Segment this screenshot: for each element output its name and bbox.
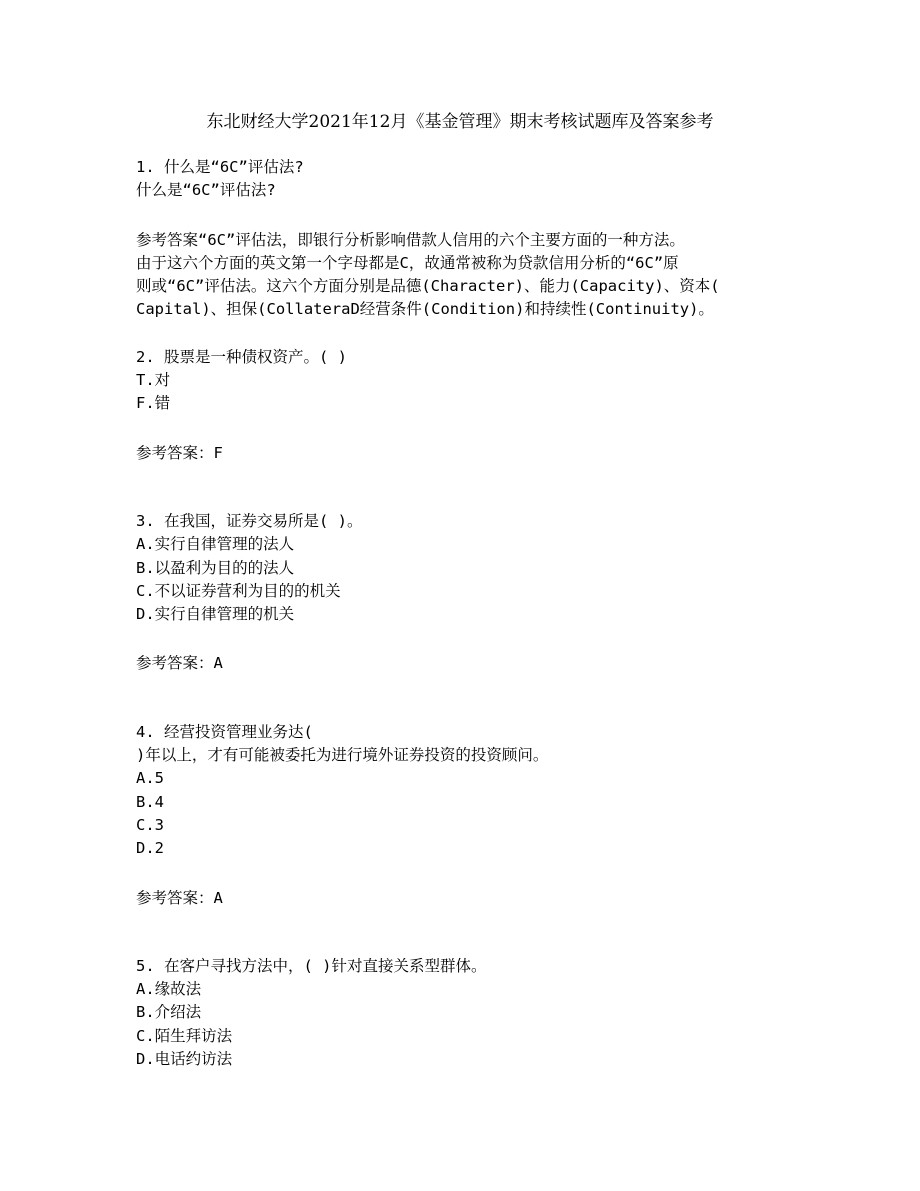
answer-text: 参考答案：A bbox=[136, 888, 223, 907]
option-item: F.错 bbox=[136, 394, 171, 413]
question-stem: 什么是“6C”评估法? bbox=[136, 181, 276, 200]
question-stem: 3. 在我国，证券交易所是( )。 bbox=[136, 511, 363, 530]
question-stem: 1. 什么是“6C”评估法? bbox=[136, 158, 304, 176]
option-item: A.实行自律管理的法人 bbox=[136, 535, 295, 554]
answer-text: 由于这六个方面的英文第一个字母都是C，故通常被称为贷款信用分析的“6C”原 bbox=[136, 253, 679, 272]
option-item: D.电话约访法 bbox=[136, 1050, 233, 1069]
answer-text: 则或“6C”评估法。这六个方面分别是品德(Character)、能力(Capacity)、资本( bbox=[136, 277, 720, 296]
question-list bbox=[136, 156, 796, 1071]
question-2 bbox=[136, 346, 796, 465]
option-item: B.以盈利为目的的法人 bbox=[136, 558, 295, 577]
option-item: D.2 bbox=[136, 839, 164, 858]
document-title: 东北财经大学2021年12月《基金管理》期末考核试题库及答案参考 bbox=[206, 112, 714, 132]
question-stem: 5. 在客户寻找方法中，( )针对直接关系型群体。 bbox=[136, 956, 487, 975]
option-item: T.对 bbox=[136, 371, 171, 390]
answer-text: Capital)、担保(CollateraD经营条件(Condition)和持续性(Continuity)。 bbox=[136, 300, 714, 319]
option-item: C.3 bbox=[136, 815, 164, 834]
option-item: B.4 bbox=[136, 792, 164, 811]
option-item: A.5 bbox=[136, 769, 164, 788]
question-stem: )年以上，才有可能被委托为进行境外证券投资的投资顾问。 bbox=[136, 746, 549, 765]
answer-text: 参考答案：A bbox=[136, 654, 223, 673]
answer-text: 参考答案“6C”评估法，即银行分析影响借款人信用的六个主要方面的一种方法。 bbox=[136, 230, 685, 249]
answer-block bbox=[136, 229, 796, 322]
question-3 bbox=[136, 510, 796, 676]
question-4 bbox=[136, 721, 796, 910]
option-item: D.实行自律管理的机关 bbox=[136, 605, 295, 624]
answer-text: 参考答案：F bbox=[136, 443, 223, 462]
option-item: C.陌生拜访法 bbox=[136, 1026, 233, 1045]
option-item: B.介绍法 bbox=[136, 1003, 202, 1022]
question-5 bbox=[136, 955, 796, 1071]
question-stem: 2. 股票是一种债权资产。( ) bbox=[136, 347, 347, 366]
option-item: C.不以证券营利为目的的机关 bbox=[136, 581, 341, 600]
option-item: A.缘故法 bbox=[136, 980, 202, 999]
question-stem: 4. 经营投资管理业务达( bbox=[136, 722, 313, 741]
question-1 bbox=[136, 156, 796, 322]
